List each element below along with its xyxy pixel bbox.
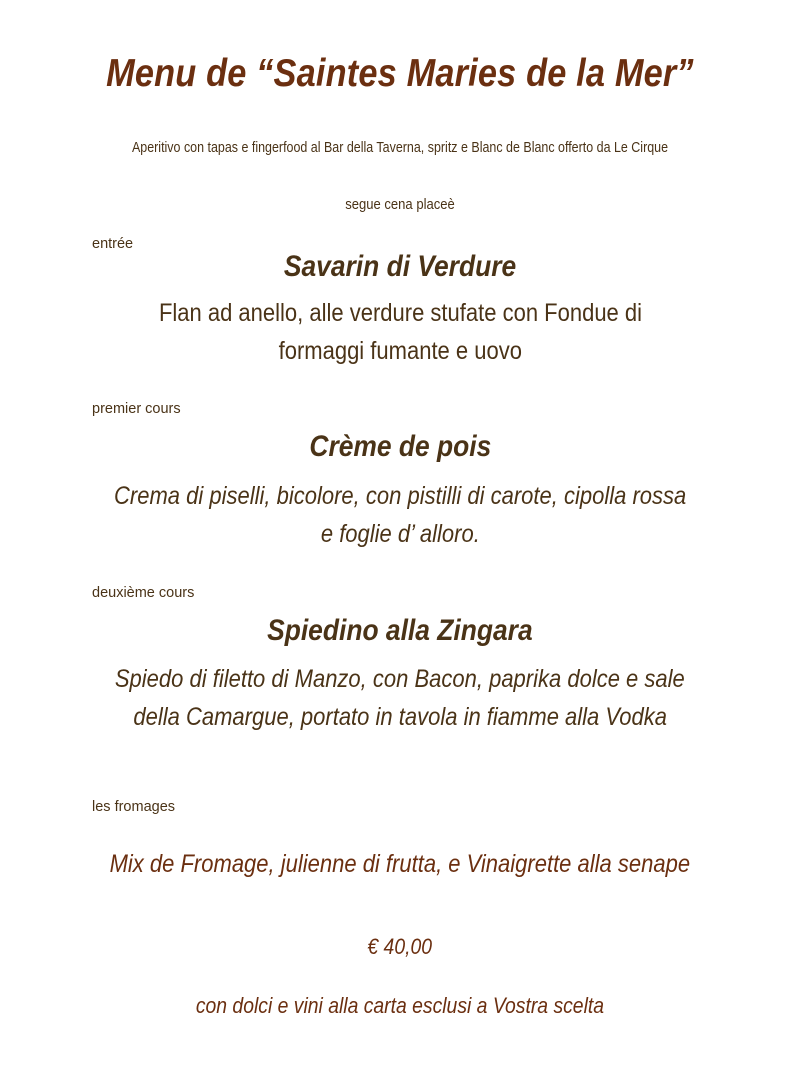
dish-desc-line: Spiedo di filetto di Manzo, con Bacon, paprika dolce e sale xyxy=(115,665,685,693)
dish-title-spiedino xyxy=(0,614,800,648)
segue-note: segue cena placeè xyxy=(345,197,455,213)
course-label-deuxieme: deuxième cours xyxy=(92,585,195,601)
menu-price xyxy=(0,934,800,960)
dish-desc-line: Flan ad anello, alle verdure stufate con Fondue di xyxy=(158,299,642,327)
dish-title-savarin xyxy=(0,250,800,284)
course-label-fromages: les fromages xyxy=(92,799,176,815)
menu-footer-note xyxy=(0,993,800,1019)
dish-title-text: Crème de pois xyxy=(309,430,491,463)
course-label-premier: premier cours xyxy=(92,401,181,417)
dish-desc-line: formaggi fumante e uovo xyxy=(278,337,522,365)
menu-footer-text: con dolci e vini alla carta esclusi a Vostra scelta xyxy=(195,993,605,1018)
dish-desc-line: Crema di piselli, bicolore, con pistilli di carote, cipolla rossa xyxy=(113,482,687,510)
dish-desc-line: della Camargue, portato in tavola in fiamme alla Vodka xyxy=(133,703,667,731)
menu-title-text: Menu de “Saintes Maries de la Mer” xyxy=(106,52,694,95)
dish-desc-spiedino xyxy=(0,660,800,736)
dish-title-text: Spiedino alla Zingara xyxy=(267,614,533,647)
dish-desc-line: e foglie d’ alloro. xyxy=(320,520,480,548)
dish-title-creme xyxy=(0,430,800,464)
dish-title-text: Savarin di Verdure xyxy=(283,250,517,283)
menu-price-text: € 40,00 xyxy=(367,934,433,959)
dish-desc-fromages xyxy=(0,845,800,883)
dish-desc-line: Mix de Fromage, julienne di frutta, e Vinaigrette alla senape xyxy=(109,850,691,878)
course-label-entree: entrée xyxy=(92,236,134,252)
dish-desc-savarin xyxy=(0,294,800,370)
dish-desc-creme xyxy=(0,477,800,553)
aperitivo-intro: Aperitivo con tapas e fingerfood al Bar della Taverna, spritz e Blanc de Blanc offerto da Le Cirque xyxy=(131,140,669,156)
menu-title xyxy=(0,52,800,96)
